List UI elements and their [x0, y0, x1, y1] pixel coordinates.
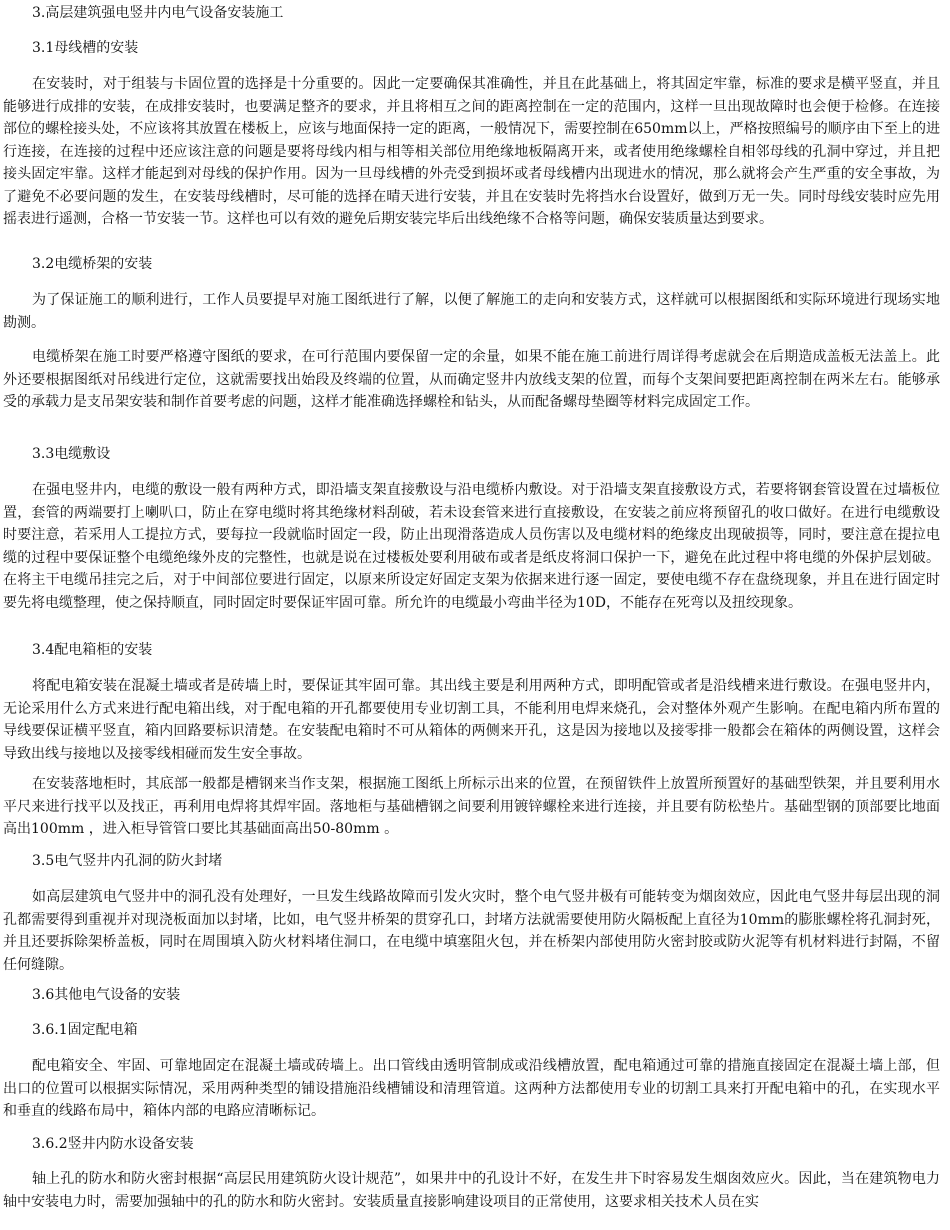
- section-heading-3-6-1: 3.6.1固定配电箱: [32, 1022, 138, 1038]
- paragraph: 电缆桥架在施工时要严格遵守图纸的要求，在可行范围内要保留一定的余量，如果不能在施工前进行周详得考虑就会在后期造成盖板无法盖上。此外还要根据图纸对吊线进行定位，这就需要找出始段及终端的位置，从而确定竖井内放线支架的位置，而每个支架间要把距离控制在两米左右。能够承受的承载力是支吊架安装和制作首要考虑的问题，这样才能准确选择螺栓和钻头，从而配备螺母垫圈等材料完成固定工作。: [3, 349, 940, 410]
- paragraph: 在安装时，对于组装与卡固位置的选择是十分重要的。因此一定要确保其准确性，并且在此基础上，将其固定牢靠，标准的要求是横平竖直，并且能够进行成排的安装，在成排安装时，也要满足整齐的要求，并且将相互之间的距离控制在一定的范围内，这样一旦出现故障时也会便于检修。在连接部位的螺栓接头处，不应该将其放置在楼板上，应该与地面保持一定的距离，一般情况下，需要控制在650mm以上，严格按照编号的顺序由下至上的进行连接，在连接的过程中还应该注意的问题是要将母线内相与相等相关部位用绝缘地板隔离开来，或者使用绝缘螺栓自相邻母线的孔洞中穿过，并且把接头固定牢靠。这样才能起到对母线的保护作用。因为一旦母线槽的外壳受到损坏或者母线槽内出现进水的情况，那么就将会产生严重的安全事故，为了避免不必要问题的发生，在安装母线槽时，尽可能的选择在晴天进行安装，并且在安装时先将挡水台设置好，做到万无一失。同时母线安装时应先用摇表进行遥测，合格一节安装一节。这样也可以有效的避免后期安装完毕后出线绝缘不合格等问题，确保安装质量达到要求。: [3, 76, 940, 227]
- section-heading-3-6-2: 3.6.2竖井内防水设备安装: [32, 1136, 194, 1152]
- paragraph: 如高层建筑电气竖井中的洞孔没有处理好，一旦发生线路故障而引发火灾时，整个电气竖井极有可能转变为烟囱效应，因此电气竖井每层出现的洞孔都需要得到重视并对现浇板面加以封堵，比如，电气竖井桥架的贯穿孔口，封堵方法就需要使用防火隔板配上直径为10mm的膨胀螺栓将孔洞封死，并且还要拆除架桥盖板，同时在周围填入防火材料堵住洞口，在电缆中填塞阻火包，并在桥架内部使用防火密封胶或防火泥等有机材料进行封隔，不留任何缝隙。: [3, 889, 940, 973]
- section-heading-3-4: 3.4配电箱柜的安装: [32, 642, 153, 658]
- section-heading-3-2: 3.2电缆桥架的安装: [32, 256, 153, 272]
- paragraph: 将配电箱安装在混凝土墙或者是砖墙上时，要保证其牢固可靠。其出线主要是利用两种方式，即明配管或者是沿线槽来进行敷设。在强电竖井内，无论采用什么方式来进行配电箱出线，对于配电箱的开孔都要使用专业切割工具，不能利用电焊来烧孔，会对整体外观产生影响。在配电箱内所布置的导线要保证横平竖直，箱内回路要标识清楚。在安装配电箱时不可从箱体的两侧来开孔，这是因为接地以及接零排一般都会在箱体的两侧设置，这样会导致出线与接地以及接零线相碰而发生安全事故。: [3, 678, 940, 762]
- paragraph: 为了保证施工的顺利进行，工作人员要提早对施工图纸进行了解，以便了解施工的走向和安装方式，这样就可以根据图纸和实际环境进行现场实地勘测。: [3, 292, 940, 331]
- section-heading-3-5: 3.5电气竖井内孔洞的防火封堵: [32, 853, 223, 869]
- paragraph: 轴上孔的防水和防火密封根据“高层民用建筑防火设计规范”，如果井中的孔设计不好，在发生井下时容易发生烟囱效应火。因此，当在建筑物电力轴中安装电力时，需要加强轴中的孔的防水和防火密封。安装质量直接影响建设项目的正常使用，这要求相关技术人员在实: [3, 1171, 940, 1210]
- paragraph: 配电箱安全、牢固、可靠地固定在混凝土墙或砖墙上。出口管线由透明管制成或沿线槽放置，配电箱通过可靠的措施直接固定在混凝土墙上部，但出口的位置可以根据实际情况，采用两种类型的铺设措施沿线槽铺设和清理管道。这两种方法都使用专业的切割工具来打开配电箱中的孔，在实现水平和垂直的线路布局中，箱体内部的电路应清晰标记。: [3, 1058, 940, 1119]
- paragraph: 在强电竖井内，电缆的敷设一般有两种方式，即沿墙支架直接敷设与沿电缆桥内敷设。对于沿墙支架直接敷设方式，若要将钢套管设置在过墙板位置，套管的两端要打上喇叭口，防止在穿电缆时将其绝缘材料刮破，若未设套管来进行直接敷设，在安装之前应将预留孔的收口做好。在进行电缆敷设时要注意，若采用人工提拉方式，要每拉一段就临时固定一段，防止出现滑落造成人员伤害以及电缆材料的绝缘皮出现破损等，同时，要注意在提拉电缆的过程中要保证整个电缆绝缘外皮的完整性，也就是说在过楼板处要利用破布或者是纸皮将洞口保护一下，避免在此过程中将电缆的外保护层划破。在将主干电缆吊挂完之后，对于中间部位要进行固定，以原来所设定好固定支架为依据来进行逐一固定，要使电缆不存在盘绕现象，并且在进行固定时要先将电缆整理，使之保持顺直，同时固定时要保证牢固可靠。所允许的电缆最小弯曲半径为10D，不能存在死弯以及扭绞现象。: [3, 482, 940, 611]
- section-heading-3-1: 3.1母线槽的安装: [32, 40, 139, 56]
- paragraph: 在安装落地柜时，其底部一般都是槽钢来当作支架，根据施工图纸上所标示出来的位置，在预留铁件上放置所预置好的基础型铁架，并且要利用水平尺来进行找平以及找正，再利用电焊将其焊牢固。落地柜与基础槽钢之间要利用镀锌螺栓来进行连接，并且要有防松垫片。基础型钢的顶部要比地面高出100mm ，进入柜导管管口要比其基础面高出50-80mm 。: [3, 776, 940, 837]
- section-heading-3-3: 3.3电缆敷设: [32, 446, 111, 462]
- document-title: 3.高层建筑强电竖井内电气设备安装施工: [32, 5, 284, 21]
- section-heading-3-6: 3.6其他电气设备的安装: [32, 987, 181, 1003]
